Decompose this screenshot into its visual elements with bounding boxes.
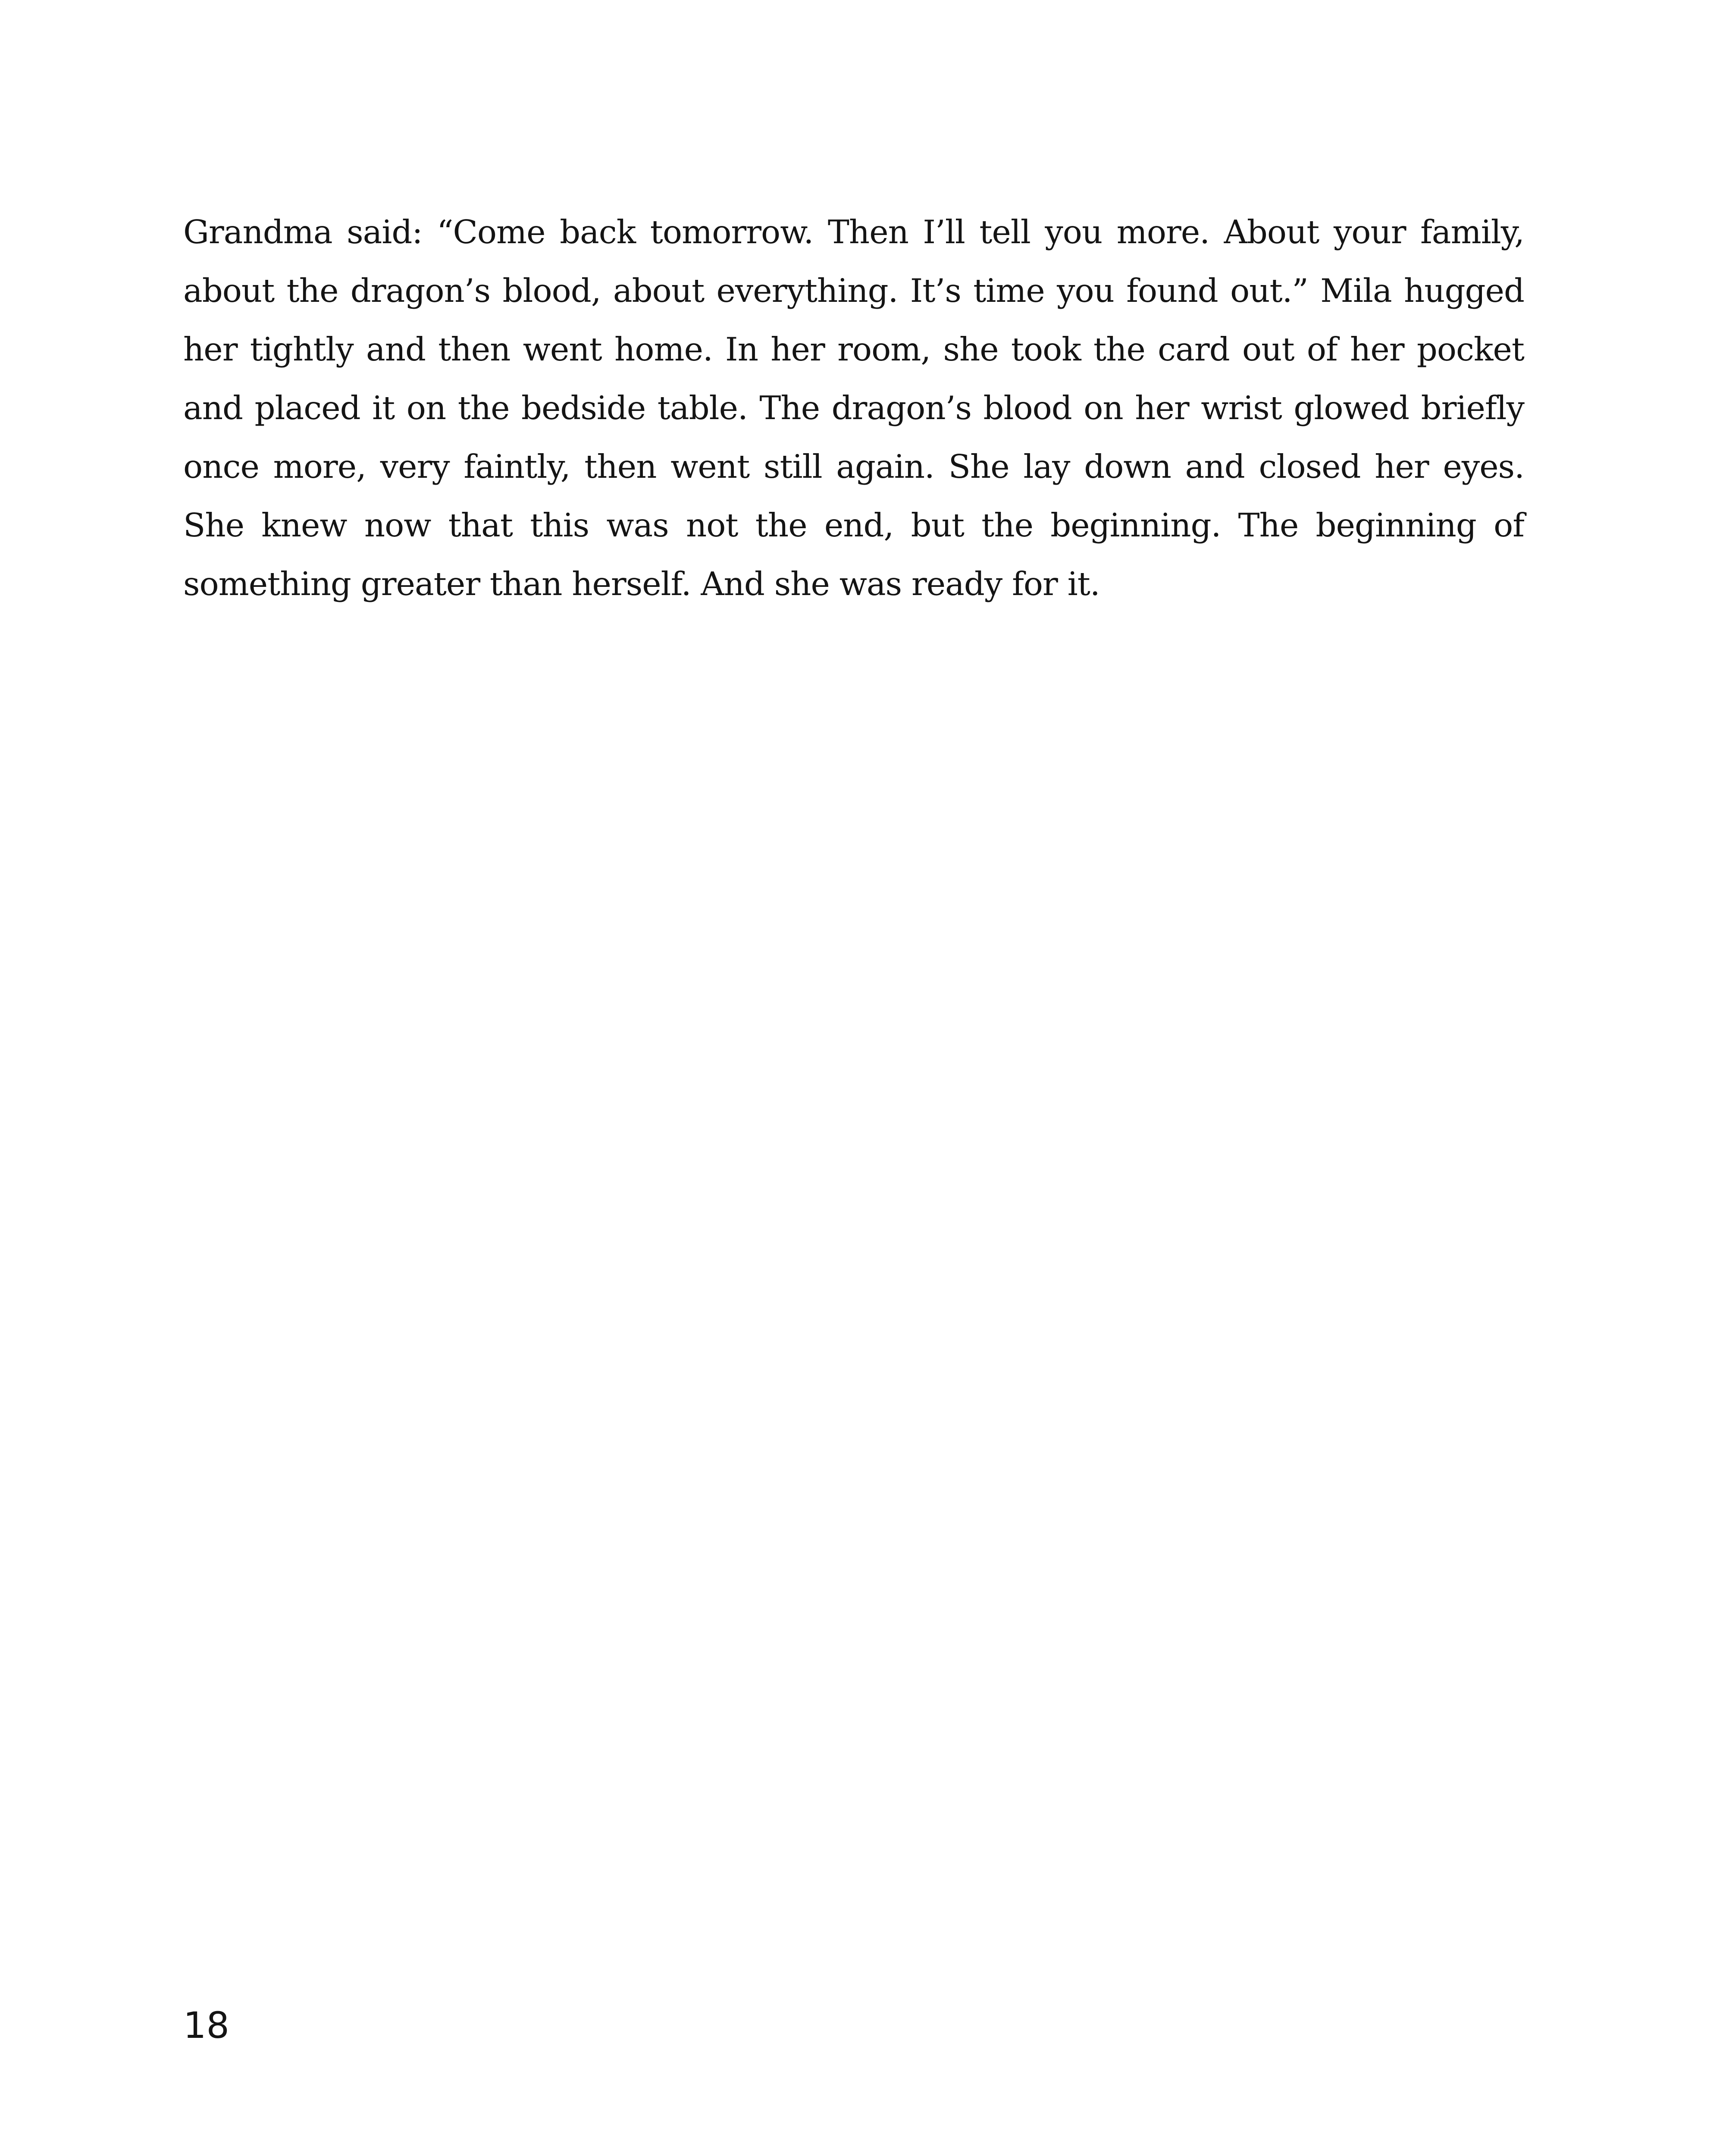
story-paragraph: Grandma said: “Come back tomorrow. Then I’ll tell you more. About your family, about the dragon’s blood, about everything. It’s time you found out.” Mila hugged her tightly and then went home. In her room, she took the card out of her pocket and placed it on the bedside table. The dragon’s blood on her wrist glowed briefly once more, very faintly, then went still again. She lay down and closed her eyes. She knew now that this was not the end, but the beginning. The beginning of something greater than herself. And she was ready for it. xyxy=(183,213,1524,603)
page-number: 18 xyxy=(183,2004,229,2046)
